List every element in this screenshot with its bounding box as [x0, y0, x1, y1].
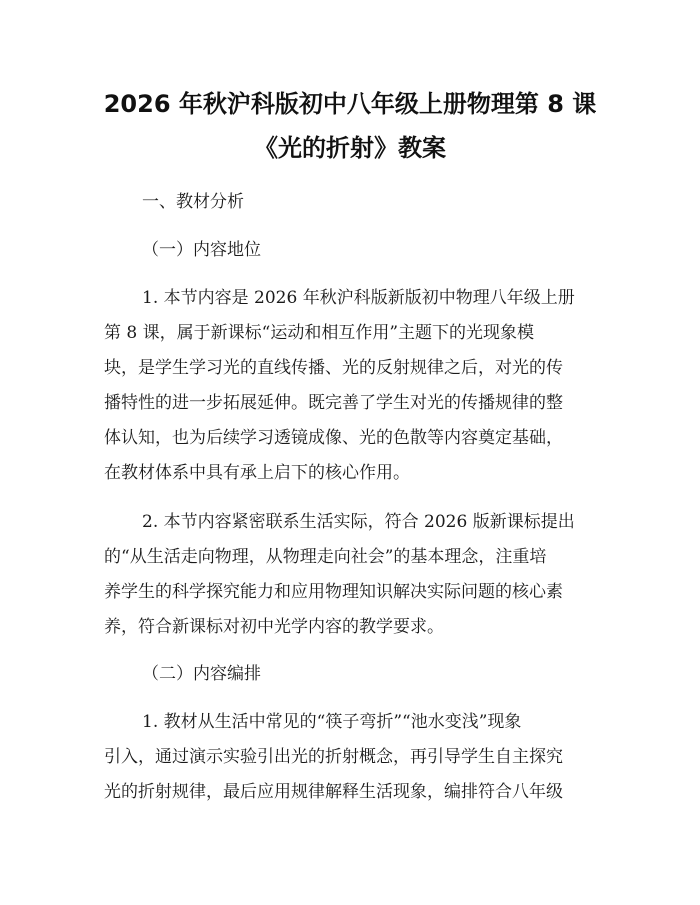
paragraph-line: 1. 本节内容是 2026 年秋沪科版新版初中物理八年级上册	[142, 288, 575, 308]
document-title-line-1: 2026 年秋沪科版初中八年级上册物理第 8 课	[103, 90, 597, 118]
paragraph-line: 引入，通过演示实验引出光的折射概念，再引导学生自主探究	[104, 747, 563, 767]
paragraph-line: 养，符合新课标对初中光学内容的教学要求。	[104, 617, 444, 637]
subsection-heading-content-arrangement: （二）内容编排	[142, 664, 261, 684]
section-heading-textbook-analysis: 一、教材分析	[142, 192, 244, 212]
paragraph-line: 1. 教材从生活中常见的“筷子弯折”“池水变浅”现象	[142, 712, 522, 732]
subsection-heading-content-position: （一）内容地位	[142, 240, 261, 260]
paragraph-line: 2. 本节内容紧密联系生活实际，符合 2026 版新课标提出	[142, 512, 575, 532]
paragraph-line: 块，是学生学习光的直线传播、光的反射规律之后，对光的传	[104, 358, 563, 378]
paragraph-line: 在教材体系中具有承上启下的核心作用。	[104, 463, 410, 483]
paragraph-line: 养学生的科学探究能力和应用物理知识解决实际问题的核心素	[104, 582, 563, 602]
paragraph-line: 光的折射规律，最后应用规律解释生活现象，编排符合八年级	[104, 782, 563, 802]
paragraph-line: 播特性的进一步拓展延伸。既完善了学生对光的传播规律的整	[104, 393, 563, 413]
paragraph-line: 体认知，也为后续学习透镜成像、光的色散等内容奠定基础，	[104, 428, 563, 448]
document-title-line-2: 《光的折射》教案	[254, 134, 446, 162]
paragraph-line: 的“从生活走向物理，从物理走向社会”的基本理念，注重培	[104, 547, 547, 567]
paragraph-line: 第 8 课，属于新课标“运动和相互作用”主题下的光现象模	[104, 323, 535, 343]
